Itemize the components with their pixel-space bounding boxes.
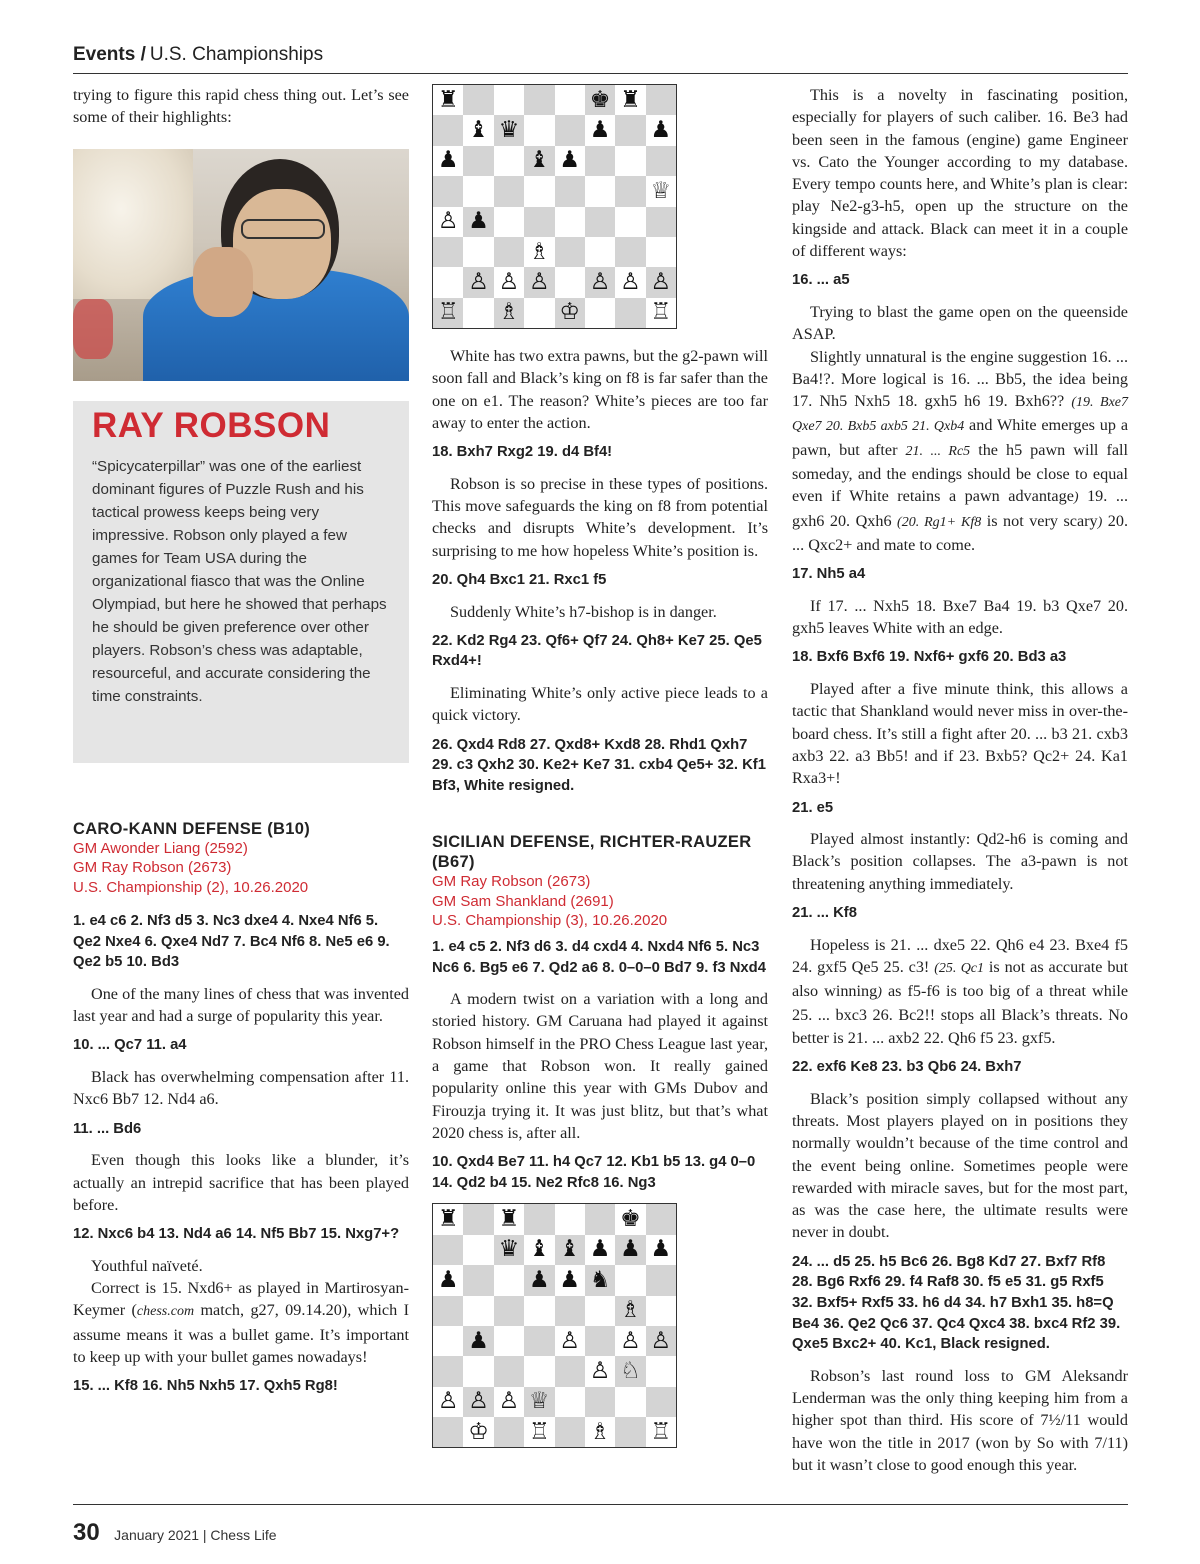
annotation-part: is not very scary	[981, 511, 1098, 530]
board-square	[555, 1417, 585, 1447]
chess-piece-square: ♟	[585, 115, 615, 145]
moves: 22. Kd2 Rg4 23. Qf6+ Qf7 24. Qh8+ Ke7 25. Qe5 Rxd4+!	[432, 632, 762, 670]
chess-piece-square: ♟	[555, 1265, 585, 1295]
board-square	[646, 1356, 676, 1386]
board-square	[615, 176, 645, 206]
board-square	[585, 237, 615, 267]
board-square	[463, 237, 493, 267]
board-square	[494, 176, 524, 206]
board-square	[585, 207, 615, 237]
chess-piece-square: ♜	[433, 85, 463, 115]
board-square	[463, 85, 493, 115]
chess-piece-square: ♟	[463, 1326, 493, 1356]
annotation: A modern twist on a variation with a long and storied history. GM Caruana had played it against Robson himself in the PRO Chess League last year, a game that Robson won. It really gained popularity online this year with GMs Dubov and Firouzja trying it. It was just blitz, but that’s what 2020 chess is, after all.	[432, 990, 768, 1142]
board-square	[615, 115, 645, 145]
chess-piece-square: ♖	[433, 298, 463, 328]
intro-text: trying to figure this rapid chess thing out. Let’s see some of their highlights:	[73, 86, 409, 127]
robson-photo	[73, 149, 409, 381]
board-square	[433, 176, 463, 206]
page-footer	[73, 1504, 1128, 1547]
page-number: 30	[73, 1519, 100, 1546]
board-square	[463, 1265, 493, 1295]
chess-piece-square: ♗	[585, 1417, 615, 1447]
annotation: Played almost instantly: Qd2-h6 is coming and Black’s position collapses. The a3-pawn is not threatening anything immediately.	[792, 830, 1128, 893]
board-square	[494, 207, 524, 237]
chess-piece-square: ♘	[615, 1356, 645, 1386]
annotation-part: 19. ... gxh6 20. Qxh6	[792, 487, 1128, 530]
variation: )	[1073, 490, 1079, 506]
column-3	[792, 84, 1128, 1484]
board-square	[463, 1204, 493, 1234]
annotation: This is a novelty in fascinating position, especially for players of such caliber. 16. Be3 had been seen in the famous (engine) game Engineer vs. Cato the Younger according to my database. Every tempo counts here, and White’s plan is clear: play Ne2-g3-h5, open up the structure on the kingside and attack. Black can meet it in a couple of different ways:	[792, 86, 1128, 261]
annotation: Black has overwhelming compensation after 11. Nxc6 Bb7 12. Nd4 a6.	[73, 1068, 409, 1109]
annotation	[792, 934, 1128, 1049]
board-square	[433, 1235, 463, 1265]
board-square	[555, 1356, 585, 1386]
board-square	[615, 298, 645, 328]
lamp-shape	[73, 149, 193, 299]
variation: )	[1097, 514, 1103, 530]
chess-piece-square: ♞	[585, 1265, 615, 1295]
moves: 1. e4 c5 2. Nf3 d6 3. d4 cxd4 4. Nxd4 Nf6 5. Nc3 Nc6 6. Bg5 e6 7. Qd2 a6 8. 0–0–0 Bd7 9. f3 Nxd4	[432, 938, 766, 976]
board-square	[494, 1417, 524, 1447]
board-square	[615, 207, 645, 237]
chess-diagram-2	[432, 1203, 677, 1448]
chess-diagram-1	[432, 84, 677, 329]
chess-piece-square: ♙	[646, 267, 676, 297]
page-header	[73, 44, 1128, 74]
game-event: U.S. Championship (2), 10.26.2020	[73, 878, 309, 896]
annotation: Eliminating White’s only active piece leads to a quick victory.	[432, 684, 768, 725]
annotation: Even though this looks like a blunder, it’s actually an intrepid sacrifice that has been played before.	[73, 1151, 409, 1214]
chess-piece-square: ♙	[433, 1387, 463, 1417]
white-player: GM Awonder Liang (2592)	[73, 839, 248, 857]
game-header	[432, 832, 768, 931]
chess-piece-square: ♜	[494, 1204, 524, 1234]
board-square	[524, 1356, 554, 1386]
variation: 21. ... Rc5	[905, 443, 971, 459]
chess-piece-square: ♟	[524, 1265, 554, 1295]
moves: 24. ... d5 25. h5 Bc6 26. Bg8 Kd7 27. Bxf7 Rf8 28. Bg6 Rxf6 29. f4 Raf8 30. f5 e5 31. g5 Rxf5 32. Bxf5+ Rxf5 33. h6 d4 34. h7 Bxh1 35. h8=Q Be4 36. Qe2 Qc6 37. Qc4 Qxc4 38. bxc4 Rf2 39. Qxe5 Bxc2+ 40. Kc1, Black resigned.	[792, 1253, 1121, 1353]
board-square	[463, 146, 493, 176]
game-event: U.S. Championship (3), 10.26.2020	[432, 912, 668, 930]
chess-piece-square: ♙	[646, 1326, 676, 1356]
chess-piece-square: ♚	[585, 85, 615, 115]
annotation	[792, 346, 1128, 557]
annotation: Youthful naïveté.	[91, 1256, 203, 1275]
chess-piece-square: ♟	[615, 1235, 645, 1265]
board-square	[555, 85, 585, 115]
board-square	[463, 176, 493, 206]
variation: (19. Bxe7 Qxe7 20. Bxb5 axb5 21. Qxb4	[792, 395, 1128, 435]
chess-piece-square: ♗	[615, 1296, 645, 1326]
annotation-part: and White emerges up a pawn, but after	[792, 416, 1128, 459]
board-square	[433, 115, 463, 145]
chess-piece-square: ♖	[646, 298, 676, 328]
chess-piece-square: ♗	[494, 298, 524, 328]
chess-piece-square: ♔	[463, 1417, 493, 1447]
moves: 17. Nh5 a4	[792, 566, 866, 583]
player-sidebar	[73, 401, 409, 763]
board-square	[646, 237, 676, 267]
chess-piece-square: ♜	[433, 1204, 463, 1234]
player-name: RAY ROBSON	[92, 405, 331, 445]
chess-piece-square: ♜	[615, 85, 645, 115]
section-label: Events /	[73, 44, 146, 65]
chess-piece-square: ♙	[494, 267, 524, 297]
board-square	[524, 115, 554, 145]
glasses-shape	[241, 219, 325, 239]
annotation: One of the many lines of chess that was invented last year and had a surge of popularity this year.	[73, 984, 409, 1026]
board-square	[585, 1204, 615, 1234]
annotation-part: the h5 pawn will fall someday, and the endings should be close to equal even if White retains a pawn advantage	[792, 440, 1129, 506]
board-square	[524, 1296, 554, 1326]
moves: 22. exf6 Ke8 23. b3 Qb6 24. Bxh7	[792, 1059, 1022, 1076]
board-square	[433, 237, 463, 267]
board-square	[494, 237, 524, 267]
board-square	[615, 1265, 645, 1295]
annotation-part: match, g27, 09.14.20), which I assume means it was a bullet game. It’s important to keep up with your bullet games nowadays!	[73, 1301, 409, 1366]
board-square	[615, 237, 645, 267]
chess-piece-square: ♙	[585, 267, 615, 297]
variation: (25. Qc1	[934, 960, 985, 976]
board-square	[433, 1356, 463, 1386]
board-square	[615, 1387, 645, 1417]
moves: 1. e4 c6 2. Nf3 d5 3. Nc3 dxe4 4. Nxe4 Nf6 5. Qe2 Nxe4 6. Qxe4 Nd7 7. Bc4 Nf6 8. Ne5 e6 9. Qe2 b5 10. Bd3	[73, 913, 390, 971]
chess-piece-square: ♖	[524, 1417, 554, 1447]
chess-piece-square: ♟	[433, 1265, 463, 1295]
player-bio: “Spicycaterpillar” was one of the earliest dominant figures of Puzzle Rush and his tactical prowess keeps being very impressive. Robson only played a few games for Team USA during the organizational fiasco that was the Online Olympiad, but here he showed that perhaps he should be given preference over other players. Robson’s chess was adaptable, resourceful, and accurate considering the time constraints.	[92, 457, 387, 705]
board-square	[494, 1326, 524, 1356]
board-square	[524, 1326, 554, 1356]
board-square	[555, 1387, 585, 1417]
board-square	[433, 267, 463, 297]
chess-piece-square: ♝	[524, 1235, 554, 1265]
annotation	[73, 1277, 409, 1368]
chess-piece-square: ♝	[463, 115, 493, 145]
chess-piece-square: ♟	[646, 1235, 676, 1265]
moves: 21. ... Kf8	[792, 904, 857, 921]
board-square	[433, 1417, 463, 1447]
board-square	[494, 146, 524, 176]
annotation: Black’s position simply collapsed without any threats. Most players played on in positions they normally wouldn’t because of the time control and the event being online. Sometimes people were rewarded with miracle saves, but for the most part, as was the case here, the ultimate results were never in doubt.	[792, 1089, 1128, 1242]
moves: 21. e5	[792, 799, 834, 816]
variation: (20. Rg1+ Kf8	[897, 514, 982, 530]
board-square	[585, 1387, 615, 1417]
board-square	[646, 207, 676, 237]
annotation: White has two extra pawns, but the g2-pawn will soon fall and Black’s king on f8 is far safer than the one on e1. The reason? White’s pieces are too far away to enter the action.	[432, 347, 768, 432]
black-player: GM Sam Shankland (2691)	[432, 892, 614, 910]
board-square	[555, 176, 585, 206]
board-square	[585, 298, 615, 328]
board-square	[524, 1204, 554, 1234]
board-square	[555, 1296, 585, 1326]
game-header	[73, 819, 409, 898]
column-1	[73, 84, 409, 1407]
board-square	[463, 1356, 493, 1386]
background-shape	[73, 299, 113, 359]
board-square	[585, 1296, 615, 1326]
board-square	[555, 207, 585, 237]
column-2	[432, 84, 768, 1448]
moves: 20. Qh4 Bxc1 21. Rxc1 f5	[432, 571, 607, 588]
chess-piece-square: ♛	[494, 115, 524, 145]
subsection-label: U.S. Championships	[149, 44, 324, 65]
board-square	[494, 85, 524, 115]
board-square	[555, 267, 585, 297]
annotation: If 17. ... Nxh5 18. Bxe7 Ba4 19. b3 Qxe7 20. gxh5 leaves White with an edge.	[792, 596, 1128, 638]
board-square	[524, 298, 554, 328]
moves: 10. Qxd4 Be7 11. h4 Qc7 12. Kb1 b5 13. g4 0–0 14. Qd2 b4 15. Ne2 Rfc8 16. Ng3	[432, 1154, 756, 1191]
board-square	[524, 207, 554, 237]
chess-piece-square: ♟	[646, 115, 676, 145]
board-square	[494, 1265, 524, 1295]
board-square	[646, 1387, 676, 1417]
chess-piece-square: ♝	[524, 146, 554, 176]
game-title: SICILIAN DEFENSE, RICHTER-RAUZER (B67)	[432, 833, 752, 872]
chess-piece-square: ♙	[615, 1326, 645, 1356]
chess-piece-square: ♛	[494, 1235, 524, 1265]
moves: 15. ... Kf8 16. Nh5 Nxh5 17. Qxh5 Rg8!	[73, 1378, 338, 1395]
chess-piece-square: ♟	[433, 146, 463, 176]
board-square	[463, 298, 493, 328]
moves: 12. Nxc6 b4 13. Nd4 a6 14. Nf5 Bb7 15. Nxg7+?	[73, 1226, 400, 1243]
board-square	[615, 146, 645, 176]
board-square	[494, 1356, 524, 1386]
chess-piece-square: ♙	[433, 207, 463, 237]
board-square	[615, 1417, 645, 1447]
chess-piece-square: ♙	[555, 1326, 585, 1356]
board-square	[585, 176, 615, 206]
moves: 16. ... a5	[792, 272, 850, 289]
moves: 11. ... Bd6	[73, 1120, 142, 1137]
chess-piece-square: ♕	[524, 1387, 554, 1417]
chess-piece-square: ♟	[463, 207, 493, 237]
chess-piece-square: ♙	[524, 267, 554, 297]
chess-piece-square: ♙	[463, 1387, 493, 1417]
chess-piece-square: ♙	[494, 1387, 524, 1417]
board-square	[463, 1235, 493, 1265]
annotation-part: Slightly unnatural is the engine suggestion 16. ... Ba4!?. More logical is 16. ... Bb5, the idea being 17. Nh5 Nxh5 18. gxh5 h6 19. Bxh6??	[792, 347, 1128, 411]
board-square	[433, 1296, 463, 1326]
white-player: GM Ray Robson (2673)	[432, 873, 591, 891]
annotation-part: 20. ... Qxc2+ and mate to come.	[792, 511, 1129, 554]
chess-piece-square: ♗	[524, 237, 554, 267]
chess-piece-square: ♚	[615, 1204, 645, 1234]
board-square	[524, 85, 554, 115]
chess-piece-square: ♟	[555, 146, 585, 176]
chess-piece-square: ♙	[463, 267, 493, 297]
black-player: GM Ray Robson (2673)	[73, 859, 232, 877]
moves: 18. Bxh7 Rxg2 19. d4 Bf4!	[432, 444, 613, 461]
board-square	[646, 1265, 676, 1295]
moves: 18. Bxf6 Bxf6 19. Nxf6+ gxf6 20. Bd3 a3	[792, 649, 1067, 666]
board-square	[555, 115, 585, 145]
annotation-part: as f5-f6 is too big of a threat while 25. ... bxc3 26. Bc2!! stops all Black’s threats. No better is 21. ... axb2 22. Qh6 f5 23. gxf5.	[792, 982, 1129, 1047]
website-name: chess.com	[136, 1304, 195, 1320]
hand-shape	[193, 247, 253, 317]
board-square	[555, 237, 585, 267]
annotation: Robson’s last round loss to GM Aleksandr Lenderman was the only thing keeping him from a higher spot than third. His score of 7½/11 would have won the title in 2017 (won by So with 7/11) but it wasn’t close to good enough this year.	[792, 1366, 1128, 1474]
board-square	[585, 146, 615, 176]
game-title: CARO-KANN DEFENSE (B10)	[73, 819, 310, 838]
annotation: Robson is so precise in these types of positions. This move safeguards the king on f8 from potential checks and disrupts White’s development. It’s surprising to me how hopeless White’s position is.	[432, 474, 768, 560]
annotation-part: Hopeless is 21. ... dxe5 22. Qh6 e4 23. Bxe4 f5 24. gxf5 Qe5 25. c3!	[792, 935, 1128, 976]
chess-piece-square: ♙	[615, 267, 645, 297]
board-square	[433, 1326, 463, 1356]
board-square	[646, 1204, 676, 1234]
chess-piece-square: ♕	[646, 176, 676, 206]
annotation: Trying to blast the game open on the queenside ASAP.	[792, 302, 1128, 344]
chess-piece-square: ♙	[585, 1356, 615, 1386]
board-square	[463, 1296, 493, 1326]
chess-piece-square: ♔	[555, 298, 585, 328]
board-square	[646, 85, 676, 115]
annotation-part: is not as accurate but also winning	[792, 957, 1128, 1001]
chess-piece-square: ♖	[646, 1417, 676, 1447]
annotation: Suddenly White’s h7-bishop is in danger.	[450, 602, 717, 621]
board-square	[555, 1204, 585, 1234]
moves: 26. Qxd4 Rd8 27. Qxd8+ Kxd8 28. Rhd1 Qxh7 29. c3 Qxh2 30. Ke2+ Ke7 31. cxb4 Qe5+ 32. Kf1 Bf3, White resigned.	[432, 736, 766, 794]
annotation: Played after a five minute think, this allows a tactic that Shankland would never miss in over-the-board chess. It’s still a fight after 20. ... b3 21. cxb3 axb3 22. a3 Bb5! and if 23. Bxb5? Qc2+ 24. Ka1 Rxa3+!	[792, 680, 1128, 788]
board-square	[524, 176, 554, 206]
magazine-issue: January 2021 | Chess Life	[114, 1527, 277, 1543]
chess-piece-square: ♟	[585, 1235, 615, 1265]
board-square	[585, 1326, 615, 1356]
annotation-part: Correct is 15. Nxd6+ as played in Martirosyan-Keymer (	[73, 1279, 409, 1320]
variation: )	[877, 985, 882, 1001]
moves: 10. ... Qc7 11. a4	[73, 1037, 187, 1054]
board-square	[646, 1296, 676, 1326]
board-square	[646, 146, 676, 176]
board-square	[494, 1296, 524, 1326]
chess-piece-square: ♝	[555, 1235, 585, 1265]
